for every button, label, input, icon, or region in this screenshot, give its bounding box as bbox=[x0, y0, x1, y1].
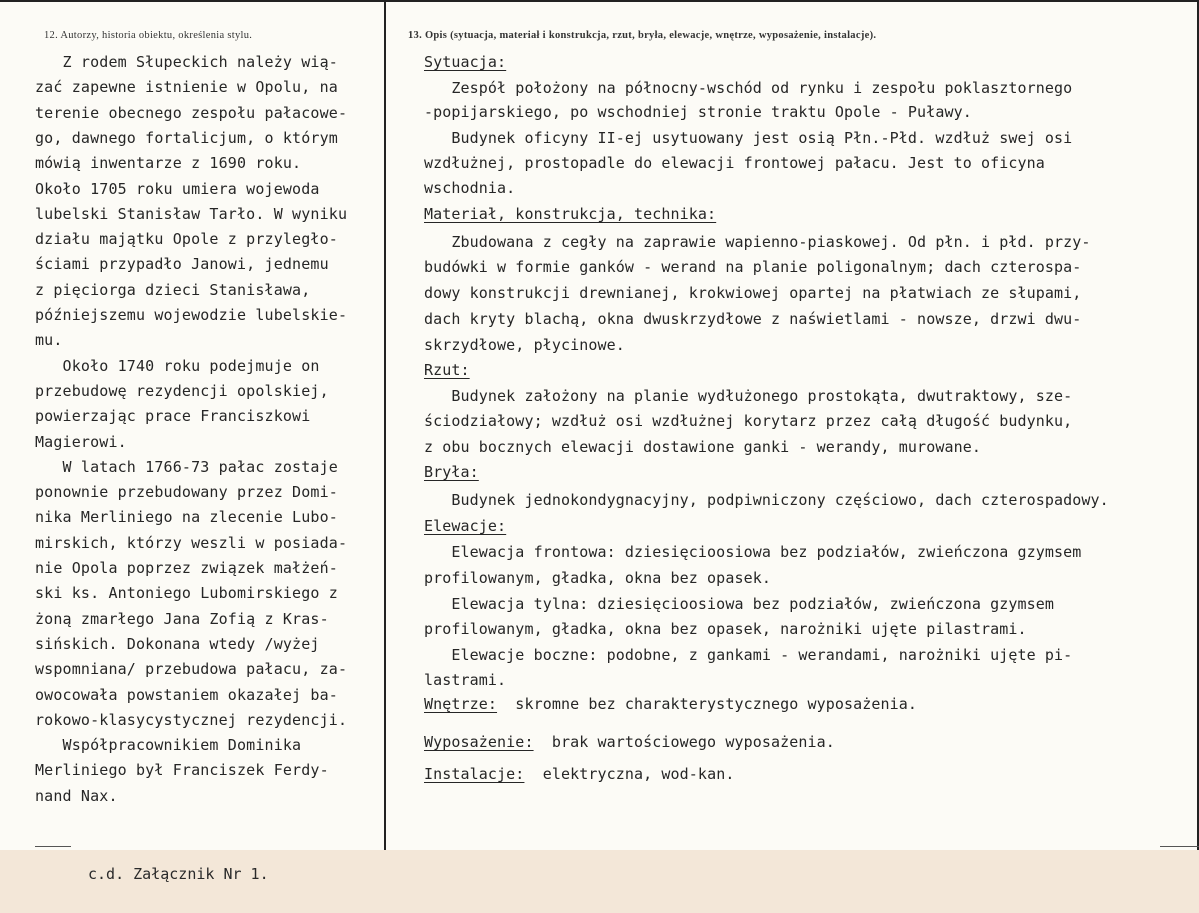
top-border-line bbox=[0, 0, 1199, 2]
left-text-line: późniejszemu wojewodzie lubelskie- bbox=[35, 306, 348, 324]
description-text-line bbox=[424, 78, 1072, 98]
left-text-line: sińskich. Dokonana wtedy /wyżej bbox=[35, 634, 320, 653]
section-heading: Instalacje: bbox=[424, 765, 525, 783]
left-text-line: Z rodem Słupeckich należy wią- bbox=[35, 53, 338, 71]
description-text: Zbudowana z cegły na zaprawie wapienno-piaskowej. Od płn. i płd. przy- bbox=[424, 233, 1091, 251]
left-text-line: Około 1740 roku podejmuje on bbox=[35, 356, 320, 375]
section-heading: Elewacje: bbox=[424, 517, 507, 535]
section-line bbox=[424, 516, 506, 536]
section-heading: Wyposażenie: bbox=[424, 733, 534, 751]
bottom-left-tick-mark bbox=[35, 846, 71, 847]
description-text-line bbox=[424, 594, 1054, 614]
description-text-line bbox=[424, 102, 972, 122]
description-text: profilowanym, gładka, okna bez opasek, narożniki ujęte pilastrami. bbox=[424, 620, 1027, 638]
section-line bbox=[424, 462, 479, 482]
left-text-line: zać zapewne istnienie w Opolu, na bbox=[35, 78, 338, 97]
description-text-line bbox=[424, 283, 1081, 303]
left-text-line: mówią inwentarze z 1690 roku. bbox=[35, 154, 302, 173]
left-text-line: przebudowę rezydencji opolskiej, bbox=[35, 381, 329, 400]
description-text-line bbox=[424, 490, 1109, 510]
section-line bbox=[424, 764, 734, 784]
left-text-line: Współpracownikiem Dominika bbox=[35, 736, 302, 755]
description-text: lastrami. bbox=[424, 671, 507, 689]
left-text-line: Magierowi. bbox=[35, 432, 127, 451]
description-text-line bbox=[424, 619, 1027, 639]
description-text-line bbox=[424, 178, 515, 198]
right-column-header: 13. Opis (sytuacja, materiał i konstrukcja, rzut, bryła, elewacje, wnętrze, wyposażenie, instalacje). bbox=[408, 30, 877, 41]
description-text-line bbox=[424, 411, 1072, 431]
left-text-line: ściami przypadło Janowi, jednemu bbox=[35, 255, 329, 274]
section-line bbox=[424, 732, 835, 752]
description-text-line bbox=[424, 542, 1081, 562]
description-text: Budynek założony na planie wydłużonego prostokąta, dwutraktowy, sze- bbox=[424, 387, 1073, 405]
description-text-line bbox=[424, 335, 625, 355]
section-heading: Wnętrze: bbox=[424, 695, 498, 713]
left-text-line: Około 1705 roku umiera wojewoda bbox=[35, 179, 320, 198]
column-divider bbox=[384, 0, 386, 850]
description-text: elektryczna, wod-kan. bbox=[524, 765, 735, 783]
description-text-line bbox=[424, 670, 506, 690]
left-text-line: ponownie przebudowany przez Domi- bbox=[35, 483, 338, 502]
left-text-line: go, dawnego fortalicjum, o którym bbox=[35, 128, 338, 147]
left-text-line: z pięciorga dzieci Stanisława, bbox=[35, 280, 311, 299]
description-text: skrzydłowe, płycinowe. bbox=[424, 336, 625, 354]
description-text: brak wartościowego wyposażenia. bbox=[533, 733, 835, 751]
section-heading: Rzut: bbox=[424, 361, 470, 379]
left-text-line: działu majątku Opole z przyległo- bbox=[35, 230, 338, 249]
left-text-line: nie Opola poprzez związek małżeń- bbox=[35, 559, 338, 577]
description-text-line bbox=[424, 386, 1072, 406]
description-text-line bbox=[424, 645, 1072, 665]
description-text: Elewacje boczne: podobne, z gankami - werandami, narożniki ujęte pi- bbox=[424, 646, 1073, 664]
description-text: dowy konstrukcji drewnianej, krokwiowej opartej na płatwiach ze słupami, bbox=[424, 284, 1082, 302]
description-text-line bbox=[424, 257, 1081, 277]
description-text-line bbox=[424, 309, 1081, 329]
left-text-line: mu. bbox=[35, 331, 63, 350]
description-text: z obu bocznych elewacji dostawione ganki - werandy, murowane. bbox=[424, 438, 981, 456]
left-text-line: powierzając prace Franciszkowi bbox=[35, 407, 311, 426]
description-text: Elewacja tylna: dziesięcioosiowa bez podziałów, zwieńczona gzymsem bbox=[424, 595, 1055, 613]
description-text-line bbox=[424, 232, 1091, 252]
left-text-line: Merliniego był Franciszek Ferdy- bbox=[35, 761, 329, 780]
left-text-line: terenie obecnego zespołu pałacowe- bbox=[35, 103, 348, 122]
section-line bbox=[424, 52, 506, 72]
left-column-header: 12. Autorzy, historia obiektu, określenia stylu. bbox=[44, 30, 253, 41]
description-text: Budynek jednokondygnacyjny, podpiwniczony częściowo, dach czterospadowy. bbox=[424, 491, 1109, 509]
left-text-line: mirskich, którzy weszli w posiada- bbox=[35, 533, 348, 552]
left-text-line: nika Merliniego na zlecenie Lubo- bbox=[35, 508, 338, 527]
section-line bbox=[424, 204, 716, 224]
description-text: -popijarskiego, po wschodniej stronie traktu Opole - Puławy. bbox=[424, 103, 972, 121]
description-text: skromne bez charakterystycznego wyposażenia. bbox=[497, 695, 918, 713]
description-text-line bbox=[424, 568, 771, 588]
bottom-right-tick-mark bbox=[1160, 846, 1199, 847]
description-text: ściodziałowy; wzdłuż osi wzdłużnej korytarz przez całą długość budynku, bbox=[424, 412, 1073, 430]
left-text-line: nand Nax. bbox=[35, 786, 118, 805]
section-line bbox=[424, 360, 470, 380]
left-text-line: W latach 1766-73 pałac zostaje bbox=[35, 457, 338, 476]
left-text-line: żoną zmarłego Jana Zofią z Kras- bbox=[35, 609, 329, 628]
description-text: wzdłużnej, prostopadle do elewacji frontowej pałacu. Jest to oficyna bbox=[424, 154, 1045, 172]
description-text: Elewacja frontowa: dziesięcioosiowa bez podziałów, zwieńczona gzymsem bbox=[424, 543, 1082, 561]
section-line bbox=[424, 694, 917, 714]
section-heading: Materiał, konstrukcja, technika: bbox=[424, 205, 717, 223]
left-text-line: rokowo-klasycystycznej rezydencji. bbox=[35, 710, 348, 729]
left-text-line: ski ks. Antoniego Lubomirskiego z bbox=[35, 584, 338, 603]
section-heading: Bryła: bbox=[424, 463, 479, 481]
description-text: Zespół położony na północny-wschód od rynku i zespołu poklasztornego bbox=[424, 79, 1073, 97]
description-text: Budynek oficyny II-ej usytuowany jest osią Płn.-Płd. wzdłuż swej osi bbox=[424, 129, 1073, 147]
left-text-line: owocowała powstaniem okazałej ba- bbox=[35, 685, 338, 704]
left-text-line: lubelski Stanisław Tarło. W wyniku bbox=[35, 204, 348, 223]
description-text: wschodnia. bbox=[424, 179, 516, 197]
section-heading: Sytuacja: bbox=[424, 53, 507, 71]
left-text-line: wspomniana/ przebudowa pałacu, za- bbox=[35, 660, 348, 679]
description-text: profilowanym, gładka, okna bez opasek. bbox=[424, 569, 771, 587]
footer-attachment-note: c.d. Załącznik Nr 1. bbox=[88, 865, 269, 883]
description-text: dach kryty blachą, okna dwuskrzydłowe z naświetlami - nowsze, drzwi dwu- bbox=[424, 310, 1082, 328]
description-text-line bbox=[424, 153, 1045, 173]
description-text-line bbox=[424, 128, 1072, 148]
description-text-line bbox=[424, 437, 981, 457]
description-text: budówki w formie ganków - werand na planie poligonalnym; dach czterospa- bbox=[424, 258, 1082, 276]
